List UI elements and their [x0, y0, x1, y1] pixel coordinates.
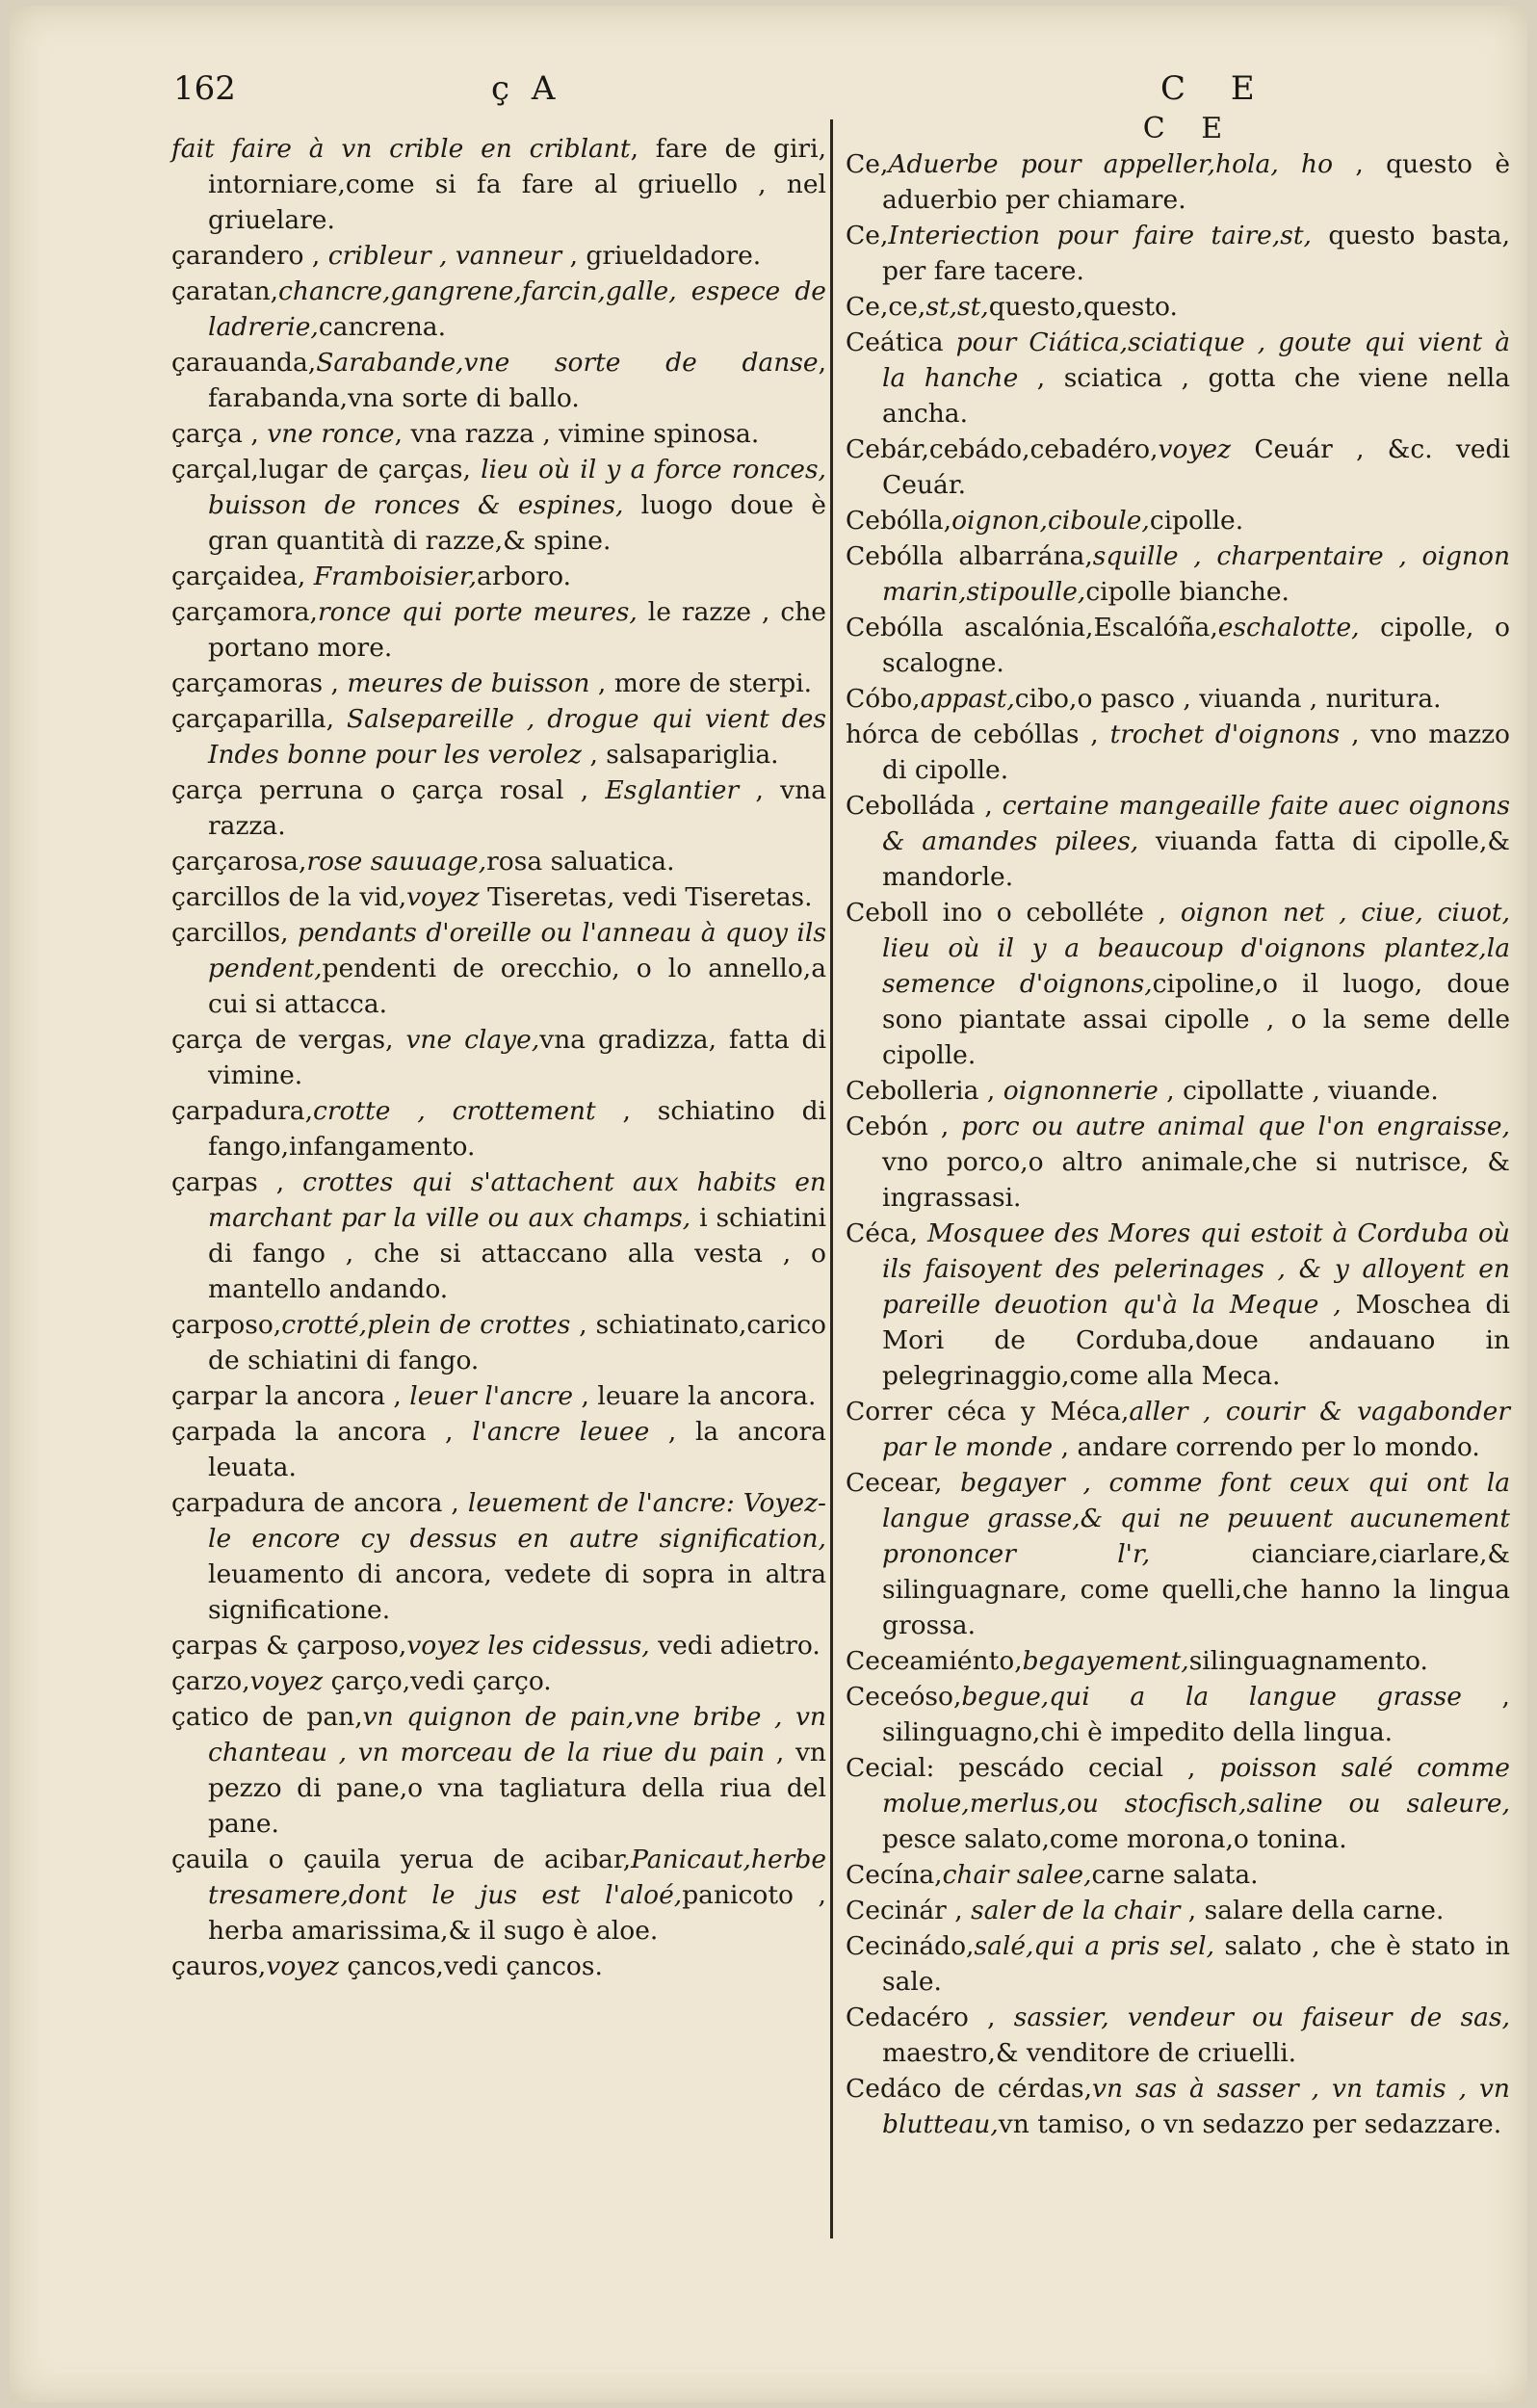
entry-french: vn quignon de pain,vne bribe , vn chanteau , vn morceau de la riue du pain [208, 1702, 826, 1767]
entry-italian: , cipollatte , viuande. [1158, 1076, 1439, 1106]
entry-headword: çarpada la ancora , [171, 1417, 473, 1447]
dictionary-entry [846, 538, 1510, 610]
entry-headword: Ceceamiénto, [846, 1646, 1023, 1676]
entry-italian: , salare della carne. [1180, 1896, 1445, 1925]
entry-headword: Ce, [846, 221, 889, 250]
entry-italian: Moschea di Mori de Corduba,doue andauano in pelegrinaggio,come alla Meca. [882, 1290, 1510, 1391]
entry-french: aller , courir & vagabonder par le monde [882, 1397, 1510, 1462]
entry-headword: çatico de pan, [171, 1702, 363, 1732]
entry-headword: çarauanda, [171, 348, 317, 378]
entry-french: certaine mangeaille faite auec oignons & amandes pilees, [882, 791, 1510, 856]
entry-italian: cipolle. [1149, 506, 1244, 536]
dictionary-entry [846, 1643, 1510, 1679]
entry-headword: Cebólla ascalónia,Escalóña, [846, 613, 1218, 642]
entry-headword: çarçaparilla, [171, 704, 347, 734]
entry-headword: Ceboll ino o cebolléte , [846, 898, 1181, 928]
entry-italian: cibo,o pasco , viuanda , nuritura. [1014, 684, 1442, 714]
entry-headword: Cebár,cebádo,cebadéro, [846, 434, 1159, 464]
dictionary-entry [171, 559, 826, 594]
dictionary-entry [846, 1073, 1510, 1109]
entry-italian: , farabanda,vna sorte di ballo. [208, 348, 826, 413]
entry-french: crotte , crottement [313, 1096, 596, 1126]
entry-headword: Cebolleria , [846, 1076, 1003, 1106]
dictionary-entry [846, 503, 1510, 538]
entry-headword: Cecína, [846, 1860, 943, 1890]
dictionary-entry [846, 1465, 1510, 1643]
entry-french: squille , charpentaire , oignon marin,stipoulle, [882, 541, 1511, 607]
entry-french: chair salee, [942, 1860, 1092, 1890]
entry-italian: pesce salato,come morona,o tonina. [882, 1824, 1347, 1854]
entry-headword: çarça perruna o çarça rosal , [171, 775, 606, 805]
entry-headword: çarçamoras , [171, 668, 348, 698]
dictionary-entry [846, 681, 1510, 717]
entry-italian: , salsapariglia. [582, 740, 779, 770]
dictionary-entry [846, 1750, 1510, 1857]
entry-headword: çarpar la ancora , [171, 1381, 410, 1411]
entry-headword: çarcillos de la vid, [171, 882, 407, 912]
entry-french: voyez [249, 1666, 324, 1696]
entry-french: rose sauuage, [306, 847, 487, 877]
dictionary-entry [171, 345, 826, 416]
entry-french: eschalotte, [1217, 613, 1360, 642]
entry-french: crottes qui s'attachent aux habits en marchant par la ville ou aux champs, [208, 1167, 826, 1233]
entry-headword: Cecinádo, [846, 1931, 975, 1961]
entry-italian: , vn pezzo di pane,o vna tagliatura della riua del pane. [208, 1738, 826, 1839]
entry-italian: questo basta, per fare tacere. [882, 221, 1511, 286]
dictionary-entry [846, 1857, 1510, 1893]
dictionary-entry [846, 1216, 1510, 1394]
entry-italian: vedi adietro. [649, 1631, 821, 1661]
dictionary-entry [171, 1307, 826, 1378]
dictionary-entry [846, 325, 1510, 432]
entry-headword: çarzo, [171, 1666, 250, 1696]
dictionary-entry [846, 1679, 1510, 1750]
dictionary-entry [846, 146, 1510, 218]
entry-french: porc ou autre animal que l'on engraisse, [961, 1112, 1511, 1141]
dictionary-entry [846, 289, 1510, 325]
entry-italian: , leuare la ancora. [573, 1381, 817, 1411]
entry-italian: , griueldadore. [561, 241, 762, 271]
entry-headword: Cedacéro , [846, 2002, 1014, 2032]
entry-italian: çarço,vedi çarço. [323, 1666, 552, 1696]
entry-italian: çancos,vedi çancos. [338, 1951, 603, 1981]
dictionary-entry [846, 218, 1510, 289]
entry-headword: çarçamora, [171, 597, 318, 627]
entry-italian: , schiatino di fango,infangamento. [208, 1096, 827, 1162]
entry-italian: , schiatinato,carico de schiatini di fango. [208, 1310, 826, 1375]
entry-headword: Cebólla albarrána, [846, 541, 1093, 571]
entry-headword: Cecial: pescádo cecial , [846, 1753, 1220, 1783]
entry-french: vne ronce [267, 419, 395, 449]
entry-french: ronce qui porte meures, [317, 597, 638, 627]
entry-headword: çarcillos, [171, 918, 299, 948]
entry-headword: Ceática [846, 327, 956, 357]
dictionary-entry [846, 432, 1510, 503]
entry-headword: çarpas & çarposo, [171, 1631, 407, 1661]
entry-italian: arboro. [477, 562, 572, 591]
entry-headword: Cebón , [846, 1112, 962, 1141]
entry-headword: Ceceóso, [846, 1682, 962, 1712]
entry-french: crotté,plein de crottes [281, 1310, 571, 1340]
entry-headword: çarça , [171, 419, 268, 449]
entry-headword: çarpadura, [171, 1096, 313, 1126]
entry-headword: çarpadura de ancora , [171, 1488, 468, 1518]
dictionary-entry [171, 274, 826, 345]
dictionary-entry [171, 772, 826, 844]
dictionary-entry [171, 1378, 826, 1414]
dictionary-entry [846, 1394, 1510, 1465]
entry-italian: , andare correndo per lo mondo. [1053, 1432, 1480, 1462]
entry-french: trochet d'oignons [1109, 720, 1341, 749]
entry-headword: Cebólla, [846, 506, 952, 536]
entry-headword: Cóbo, [846, 684, 921, 714]
right-column-title: C E [1142, 112, 1237, 145]
dictionary-entry [171, 1628, 826, 1663]
entry-french: Panicaut,herbe tresamere,dont le jus est l'aloé, [208, 1845, 826, 1910]
dictionary-entry [846, 2071, 1510, 2142]
dictionary-entry [171, 1485, 826, 1628]
entry-headword: Cecear, [846, 1468, 961, 1498]
entry-italian: leuamento di ancora, vedete di sopra in altra significatione. [208, 1559, 826, 1625]
right-guide-letters: C E [1160, 69, 1272, 108]
entry-french: oignon net , ciue, ciuot, lieu où il y a beaucoup d'oignons plantez,la semence d'oignons, [882, 898, 1510, 999]
dictionary-entry [846, 1109, 1510, 1216]
entry-headword: Céca, [846, 1218, 927, 1248]
entry-french: poisson salé comme molue,merlus,ou stocfisch,saline ou saleure, [882, 1753, 1510, 1819]
entry-italian: vna gradizza, fatta di vimine. [208, 1025, 826, 1090]
entry-french: Salsepareille , drogue qui vient des Indes bonne pour les verolez [208, 704, 826, 770]
entry-french: appast, [920, 684, 1015, 714]
entry-french: pendants d'oreille ou l'anneau à quoy ils pendent, [208, 918, 826, 983]
entry-french: saler de la chair [971, 1896, 1181, 1925]
entry-headword: Ce, [846, 149, 889, 179]
entry-headword: çauros, [171, 1951, 267, 1981]
entry-headword: çaratan, [171, 276, 279, 306]
entry-italian: maestro,& venditore de criuelli. [882, 2038, 1297, 2068]
entry-french: fait faire à vn crible en criblant [171, 134, 631, 164]
entry-french: voyez [406, 882, 480, 912]
entry-italian: rosa saluatica. [486, 847, 675, 877]
dictionary-entry [171, 1022, 826, 1093]
dictionary-entry [171, 844, 826, 879]
entry-italian: cancrena. [318, 312, 447, 342]
dictionary-entry [171, 131, 826, 238]
entry-french: Esglantier [605, 775, 740, 805]
entry-italian: pendenti de orecchio, o lo annello,a cui si attacca. [208, 954, 826, 1019]
entry-italian: , fare de giri, intorniare,come si fa fare al griuello , nel griuelare. [208, 134, 826, 235]
dictionary-entry [171, 879, 826, 915]
entry-french: voyez les cidessus, [406, 1631, 650, 1661]
entry-french: begue,qui a la langue grasse [961, 1682, 1462, 1712]
entry-italian: Ceuár , &c. vedi Ceuár. [882, 434, 1510, 500]
dictionary-entry [846, 1928, 1510, 2000]
entry-headword: çarandero , [171, 241, 328, 271]
entry-french: Aduerbe pour appeller,hola, ho [888, 149, 1334, 179]
entry-italian: , vna razza , vimine spinosa. [394, 419, 760, 449]
entry-italian: Tiseretas, vedi Tiseretas. [479, 882, 813, 912]
entry-french: oignonnerie [1003, 1076, 1159, 1106]
column-divider [830, 119, 833, 2238]
dictionary-entry [171, 1699, 826, 1842]
entry-headword: çauila o çauila yerua de acibar, [171, 1845, 632, 1874]
entry-french: cribleur , vanneur [327, 241, 562, 271]
entry-italian: viuanda fatta di cipolle,& mandorle. [882, 826, 1510, 892]
entry-french: leuement de l'ancre: Voyez-le encore cy dessus en autre signification, [208, 1488, 827, 1554]
entry-french: begayement, [1022, 1646, 1189, 1676]
dictionary-page [10, 6, 1527, 2402]
dictionary-entry [171, 594, 826, 666]
entry-italian: cipoline,o il luogo, doue sono piantate assai cipolle , o la seme delle cipolle. [882, 969, 1510, 1070]
dictionary-entry [846, 895, 1510, 1073]
entry-headword: çarça de vergas, [171, 1025, 406, 1055]
entry-headword: Cebolláda , [846, 791, 1003, 821]
entry-headword: Correr céca y Méca, [846, 1397, 1130, 1426]
entry-italian: cipolle, o scalogne. [882, 613, 1510, 678]
entry-italian: , silinguagno,chi è impedito della lingua. [882, 1682, 1510, 1747]
dictionary-entry [846, 2000, 1510, 2071]
dictionary-entry [171, 1165, 826, 1307]
dictionary-entry [846, 788, 1510, 895]
entry-french: l'ancre leuee [472, 1417, 650, 1447]
entry-headword: Ce,ce, [846, 292, 926, 322]
entry-french: Mosquee des Mores qui estoit à Corduba où ils faisoyent des pelerinages , & y alloyent en pareille deuotion qu'à la Meque , [882, 1218, 1510, 1320]
left-guide-letters: ç A [491, 69, 561, 108]
entry-italian: carne salata. [1091, 1860, 1259, 1890]
dictionary-entry [171, 452, 826, 559]
entry-italian: , vno mazzo di cipolle. [882, 720, 1510, 785]
entry-italian: , la ancora leuata. [208, 1417, 826, 1482]
entry-italian: , questo è aduerbio per chiamare. [882, 149, 1510, 215]
entry-italian: , vna razza. [208, 775, 826, 841]
entry-french: chancre,gangrene,farcin,galle, espece de ladrerie, [208, 276, 826, 342]
entry-french: lieu où il y a force ronces, buisson de ronces & espines, [208, 455, 826, 520]
entry-headword: çarçaidea, [171, 562, 314, 591]
dictionary-entry [171, 1842, 826, 1949]
dictionary-entry [171, 416, 826, 452]
entry-french: meures de buisson [347, 668, 590, 698]
entry-french: begayer , comme font ceux qui ont la langue grasse,& qui ne peuuent aucunement prononcer l'r, [882, 1468, 1510, 1569]
left-column [171, 131, 826, 1984]
entry-french: vn sas à sasser , vn tamis , vn blutteau, [882, 2074, 1510, 2139]
entry-french: pour Ciática,sciatique , goute qui vient à la hanche [882, 327, 1510, 393]
entry-french: sassier, vendeur ou faiseur de sas, [1013, 2002, 1511, 2032]
entry-italian: cipolle bianche. [1085, 577, 1290, 607]
dictionary-entry [171, 1949, 826, 1984]
entry-italian: cianciare,ciarlare,& silinguagnare, come quelli,che hanno la lingua grossa. [882, 1539, 1510, 1640]
dictionary-entry [171, 238, 826, 274]
entry-headword: Cedáco de cérdas, [846, 2074, 1093, 2104]
entry-italian: , more de sterpi. [589, 668, 813, 698]
entry-french: salé,qui a pris sel, [974, 1931, 1215, 1961]
dictionary-entry [171, 1663, 826, 1699]
entry-french: leuer l'ancre [409, 1381, 574, 1411]
dictionary-entry [846, 717, 1510, 788]
entry-italian: silinguagnamento. [1188, 1646, 1428, 1676]
page-number: 162 [173, 69, 236, 108]
entry-french: Sarabande,vne sorte de danse [316, 348, 819, 378]
entry-italian: panicoto , herba amarissima,& il sugo è aloe. [208, 1880, 826, 1946]
entry-italian: vn tamiso, o vn sedazzo per sedazzare. [998, 2109, 1502, 2139]
entry-headword: Cecinár , [846, 1896, 972, 1925]
entry-italian: questo,questo. [988, 292, 1178, 322]
entry-headword: çarposo, [171, 1310, 282, 1340]
dictionary-entry [171, 1093, 826, 1165]
dictionary-entry [171, 915, 826, 1022]
entry-french: Framboisier, [313, 562, 478, 591]
entry-italian: luogo doue è gran quantità di razze,& spine. [208, 490, 826, 556]
dictionary-entry [846, 1893, 1510, 1928]
entry-italian: , sciatica , gotta che viene nella ancha. [882, 363, 1510, 429]
entry-headword: çarçal,lugar de çarças, [171, 455, 482, 484]
entry-italian: salato , che è stato in sale. [882, 1931, 1510, 1997]
entry-french: oignon,ciboule, [951, 506, 1150, 536]
entry-french: Interiection pour faire taire,st, [888, 221, 1312, 250]
entry-headword: hórca de cebóllas , [846, 720, 1110, 749]
entry-french: voyez [1158, 434, 1232, 464]
dictionary-entry [171, 666, 826, 701]
entry-french: vne claye, [405, 1025, 540, 1055]
right-column [846, 146, 1510, 2142]
entry-headword: çarpas , [171, 1167, 303, 1197]
dictionary-entry [171, 1414, 826, 1485]
dictionary-entry [846, 610, 1510, 681]
entry-italian: le razze , che portano more. [208, 597, 826, 663]
entry-italian: i schiatini di fango , che si attaccano alla vesta , o mantello andando. [208, 1203, 826, 1304]
entry-french: st,st, [925, 292, 989, 322]
entry-headword: çarçarosa, [171, 847, 307, 877]
entry-italian: vno porco,o altro animale,che si nutrisce, & ingrassasi. [882, 1147, 1510, 1213]
entry-french: voyez [266, 1951, 339, 1981]
dictionary-entry [171, 701, 826, 772]
